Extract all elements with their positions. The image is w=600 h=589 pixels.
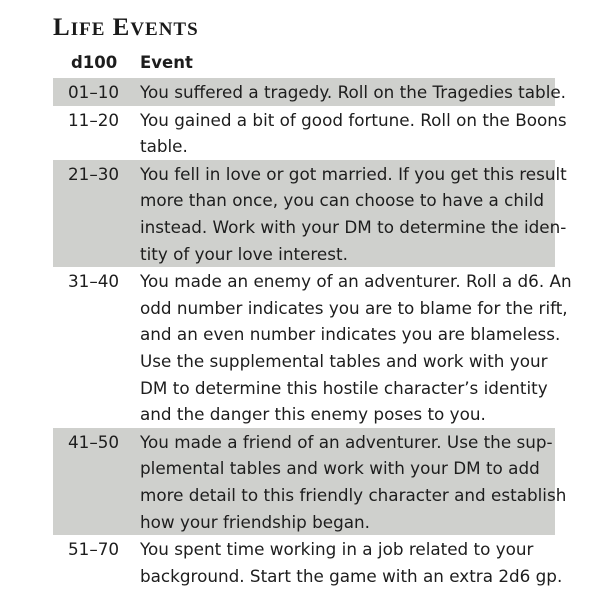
table-row (53, 160, 567, 267)
event-line: and the danger this enemy poses to you. (140, 404, 486, 425)
title-rest-2: VENTS (130, 19, 199, 40)
event-line: Use the supplemental tables and work with your (140, 350, 548, 371)
life-events-table (53, 50, 572, 589)
table-row (53, 106, 567, 160)
roll-range: 51–70 (68, 539, 120, 560)
column-header-event: Event (140, 53, 193, 72)
title-initial-1: L (53, 14, 71, 41)
event-line: more than once, you can choose to have a child (140, 190, 544, 211)
event-line: how your friendship began. (140, 511, 371, 532)
table-row (53, 428, 567, 535)
roll-range: 21–30 (68, 163, 120, 184)
roll-range: 11–20 (68, 109, 120, 130)
event-line: odd number indicates you are to blame for the rift, (140, 297, 568, 318)
page-title (53, 14, 199, 42)
event-line: and an even number indicates you are blameless. (140, 324, 561, 345)
table-row (53, 78, 567, 106)
table-header (53, 50, 555, 78)
roll-range: 01–10 (68, 82, 120, 102)
event-line: instead. Work with your DM to determine the iden- (140, 216, 567, 237)
table-row (53, 267, 572, 428)
event-line: more detail to this friendly character and establish (140, 484, 567, 505)
event-text (140, 160, 567, 267)
event-line: You made a friend of an adventurer. Use the sup- (140, 431, 553, 452)
column-header-d100: d100 (71, 53, 118, 72)
event-text (140, 428, 567, 535)
event-text (140, 106, 567, 160)
event-line: tity of your love interest. (140, 243, 348, 264)
event-line: table. (140, 136, 188, 157)
title-initial-2: E (112, 14, 131, 41)
roll-range: 31–40 (68, 271, 120, 292)
event-line: You spent time working in a job related to your (140, 539, 534, 560)
event-line: You fell in love or got married. If you get this result (140, 163, 567, 184)
event-line: You gained a bit of good fortune. Roll on the Boons (140, 109, 567, 130)
event-line: You made an enemy of an adventurer. Roll a d6. An (140, 271, 572, 292)
event-text (140, 267, 572, 428)
event-line: plemental tables and work with your DM to add (140, 458, 540, 479)
roll-range: 41–50 (68, 431, 120, 452)
event-line: background. Start the game with an extra 2d6 gp. (140, 565, 563, 586)
event-line: You suffered a tragedy. Roll on the Tragedies table. (140, 82, 567, 102)
title-rest-1: IFE (70, 19, 106, 40)
event-text (140, 78, 567, 106)
event-line: DM to determine this hostile character’s identity (140, 377, 548, 398)
